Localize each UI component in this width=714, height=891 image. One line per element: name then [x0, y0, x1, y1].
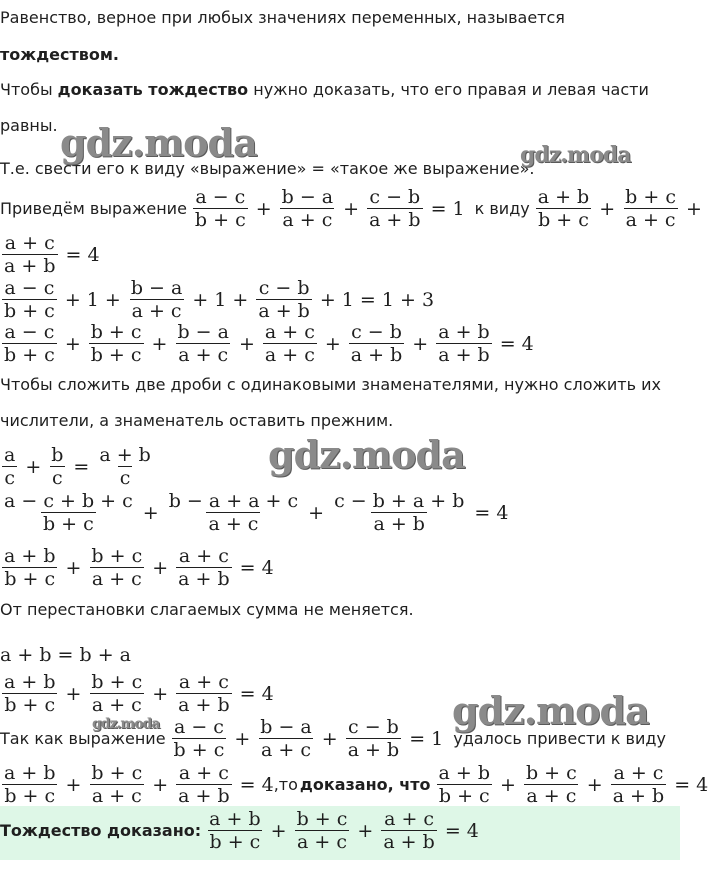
- watermark-logo: gdz.moda: [60, 120, 257, 165]
- since-expression: Так как выражение $\frac{a - c}{b + c}$ + $\frac{b - a}{a + c}$ + $\frac{c - b}{a + b}$ = 1 удалось привести к виду: [0, 716, 666, 761]
- then-proved: $\frac{a + b}{b + c}$ + $\frac{b + c}{a + c}$ + $\frac{a + c}{a + b}$ = 4 ,то доказано, что $\frac{a + b}{b + c}$ + $\frac{b + c}{a + c}$ + $\frac{a + c}{a + b}$ = 4: [4, 762, 709, 807]
- watermark-logo: gdz.moda: [92, 716, 160, 732]
- intro-line-5: Т.е. свести его к виду «выражение» = «такое же выражение».: [0, 159, 535, 178]
- sum-rule-line-1: Чтобы сложить две дроби с одинаковыми знаменателями, нужно сложить их: [0, 375, 661, 394]
- watermark-logo: gdz.moda: [520, 142, 631, 168]
- bring-expression-cont: $\frac{a + c}{a + b}$ = 4: [4, 232, 100, 277]
- step-plus-ones: $\frac{a - c}{b + c}$ + 1 + $\frac{b - a}{a + c}$ + 1 + $\frac{c - b}{a + b}$ + 1 = 1 + 3: [4, 277, 435, 322]
- bring-expression: Приведём выражение $\frac{a - c}{b + c}$ + $\frac{b - a}{a + c}$ + $\frac{c - b}{a + b}$ = 1 к виду $\frac{a + b}{b + c}$ + $\frac{b + c}{a + c}$ +: [0, 186, 702, 231]
- step-expanded: $\frac{a - c}{b + c}$ + $\frac{b + c}{b + c}$ + $\frac{b - a}{a + c}$ + $\frac{a + c}{a + c}$ + $\frac{c - b}{a + b}$ + $\frac{a + b}{a + b}$ = 4: [4, 321, 534, 366]
- commute-formula: a + b = b + a: [0, 644, 131, 666]
- step-combined: $\frac{a - c + b + c}{b + c}$ + $\frac{b - a + a + c}{a + c}$ + $\frac{c - b + a + b}{a + b}$ = 4: [4, 490, 509, 535]
- sum-rule-formula: $\frac{a}{c}$ + $\frac{b}{c}$ = $\frac{a + b}{c}$: [4, 444, 151, 489]
- final-identity: Тождество доказано: $\frac{a + b}{b + c}$ + $\frac{b + c}{a + c}$ + $\frac{a + c}{a + b}$ = 4: [0, 808, 479, 853]
- step-reordered: $\frac{a + b}{b + c}$ + $\frac{b + c}{a + c}$ + $\frac{a + c}{a + b}$ = 4: [4, 671, 274, 716]
- watermark-logo: gdz.moda: [452, 688, 649, 733]
- commute-text: От перестановки слагаемых сумма не меняется.: [0, 600, 414, 619]
- intro-line-1: Равенство, верное при любых значениях переменных, называется: [0, 8, 565, 27]
- intro-line-4: равны.: [0, 116, 58, 135]
- sum-rule-line-2: числители, а знаменатель оставить прежним.: [0, 411, 394, 430]
- step-simplified: $\frac{a + b}{b + c}$ + $\frac{b + c}{a + c}$ + $\frac{a + c}{a + b}$ = 4: [4, 545, 274, 590]
- intro-line-3: Чтобы доказать тождество нужно доказать, что его правая и левая части: [0, 80, 649, 99]
- intro-line-2: тождеством.: [0, 45, 119, 64]
- watermark-logo: gdz.moda: [268, 432, 465, 477]
